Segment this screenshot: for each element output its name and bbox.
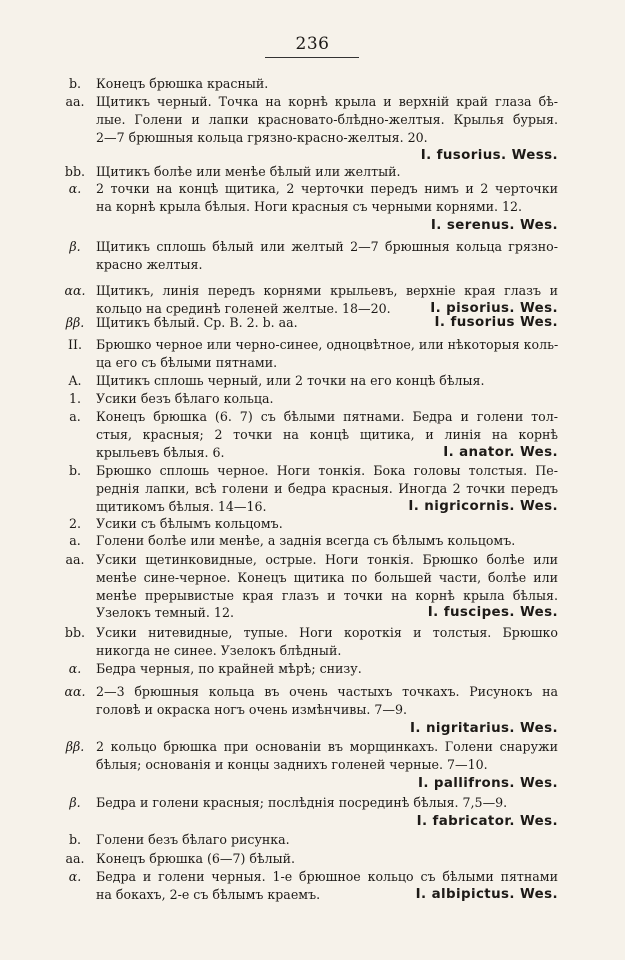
entry-marker: α.	[68, 661, 82, 676]
entry-text-line: 2—7 брюшныя кольца грязно-красно-желтыя. 20.	[96, 129, 428, 145]
key-entry	[54, 532, 558, 550]
species-name: I. pallifrons. Wes.	[417, 775, 558, 791]
entry-text-line: Конецъ брюшка (6. 7) съ бѣлыми пятнами. Бедра и голени тол-	[96, 409, 558, 424]
species-name: I. fuscipes. Wes.	[427, 605, 558, 621]
entry-marker: a.	[69, 409, 81, 424]
key-entry	[54, 462, 558, 515]
key-entry	[54, 624, 558, 660]
entry-text-line: Бедра и голени черныя. 1-е брюшное кольцо съ бѣлыми пятнами	[96, 869, 558, 884]
entry-marker: bb.	[64, 164, 86, 179]
entry-text-line: крыльевъ бѣлыя. 6.	[96, 444, 225, 460]
entry-text-line: Голени болѣе или менѣе, а заднія всегда съ бѣлымъ кольцомъ.	[96, 533, 516, 548]
entry-text-line: Щитикъ сплошь бѣлый или желтый 2—7 брюшныя кольца грязно-	[96, 239, 558, 254]
species-line	[54, 812, 558, 831]
entry-text-line: Голени безъ бѣлаго рисунка.	[96, 832, 290, 847]
entry-text-line: Бедра и голени красныя; послѣднія посрединѣ бѣлыя. 7,5—9.	[96, 795, 508, 810]
entry-marker: αα.	[64, 283, 86, 298]
key-entry	[54, 163, 558, 181]
entry-text-line: лые. Голени и лапки красновато-блѣдно-желтыя. Крылья бурыя.	[96, 111, 558, 127]
entry-final-line	[54, 314, 558, 332]
key-entry	[54, 93, 558, 165]
entry-text-line: Бедра черныя, по крайней мѣрѣ; снизу.	[96, 661, 362, 676]
entry-marker: β.	[69, 795, 81, 810]
entry-text-line: Щитикъ, линія передъ корнями крыльевъ, верхніе края глазъ и	[96, 283, 558, 298]
entry-marker: β.	[69, 239, 81, 254]
key-entry	[54, 180, 558, 234]
entry-text-line: Брюшко черное или черно-синее, одноцвѣтное, или нѣкоторыя коль-	[96, 337, 559, 352]
page-number-rule	[265, 57, 359, 58]
key-entry	[54, 408, 558, 461]
key-entry	[54, 683, 558, 737]
key-entry	[54, 551, 558, 622]
entry-text-line: кольцо на срединѣ голеней желтые. 18—20.	[96, 300, 391, 316]
entry-marker: A.	[68, 373, 82, 388]
species-name: I. serenus. Wes.	[430, 217, 558, 233]
entry-text-line: Щитикъ черный. Точка на корнѣ крыла и верхній край глаза бѣ-	[96, 94, 558, 109]
key-entry	[54, 794, 558, 831]
entry-text-line: Щитикъ болѣе или менѣе бѣлый или желтый.	[96, 164, 401, 179]
key-entry	[54, 282, 558, 318]
entry-marker: b.	[68, 463, 82, 478]
species-line	[54, 719, 558, 738]
entry-text-line: Щитикъ бѣлый. Ср. В. 2. b. aa.	[96, 315, 298, 330]
entry-text-line: Узелокъ темный. 12.	[96, 605, 234, 621]
species-name: I. pisorius. Wes.	[430, 300, 558, 316]
key-entry	[54, 660, 558, 678]
key-entry	[54, 515, 558, 533]
entry-text-line: Конецъ брюшка красный.	[96, 76, 269, 91]
entry-text-line: Щитикъ сплошь черный, или 2 точки на его концѣ бѣлыя.	[96, 373, 485, 388]
entry-marker: aa.	[65, 94, 85, 109]
entry-text-line: головѣ и окраска ногъ очень измѣнчивы. 7—9.	[96, 701, 408, 717]
key-entry	[54, 868, 558, 904]
entry-marker: 2.	[68, 516, 82, 531]
species-name: I. albipictus. Wes.	[415, 886, 558, 902]
species-name: I. fusorius Wes.	[434, 315, 558, 330]
entry-marker: 1.	[68, 391, 82, 406]
key-entry	[54, 238, 558, 274]
entry-text-line: 2 точки на концѣ щитика, 2 черточки передъ нимъ и 2 черточки	[96, 181, 558, 196]
species-line	[54, 216, 558, 235]
entry-text-line: реднія лапки, всѣ голени и бедра красныя. Иногда 2 точки передъ	[96, 480, 558, 496]
entry-text-line: 2 кольцо брюшка при основаніи въ морщинкахъ. Голени снаружи	[96, 739, 558, 754]
entry-text-line: стыя, красныя; 2 точки на концѣ щитика, и линія на корнѣ	[96, 426, 558, 442]
page-number: 236	[295, 34, 330, 54]
entry-marker: ββ.	[65, 315, 85, 330]
species-name: I. fusorius. Wess.	[420, 148, 558, 164]
entry-text-line: щитикомъ бѣлыя. 14—16.	[96, 498, 267, 514]
entry-text-line: менѣе прерывистые края глазъ и точки на корнѣ крыла бѣлыя.	[96, 587, 558, 603]
entry-text-line: красно желтыя.	[96, 256, 203, 272]
entry-marker: bb.	[64, 625, 86, 640]
entry-final-line	[54, 498, 558, 516]
species-name: I. nigritarius. Wes.	[410, 720, 558, 736]
entry-text-line: Брюшко сплошь черное. Ноги тонкія. Бока головы толстыя. Пе-	[96, 463, 558, 478]
entry-text-line: ца его съ бѣлыми пятнами.	[96, 354, 278, 370]
species-name: I. anator. Wes.	[443, 444, 558, 460]
key-entry	[54, 390, 558, 408]
key-entry	[54, 850, 558, 868]
key-entry	[54, 738, 558, 792]
species-name: I. fabricator. Wes.	[416, 813, 558, 829]
entry-text-line: Усики безъ бѣлаго кольца.	[96, 391, 274, 406]
species-name: I. nigricornis. Wes.	[408, 498, 558, 514]
entry-final-line	[54, 886, 558, 904]
entry-marker: ββ.	[65, 739, 85, 754]
entry-text-line: Усики щетинковидные, острые. Ноги тонкія. Брюшко болѣе или	[96, 552, 558, 567]
entry-final-line	[54, 444, 558, 462]
entry-marker: b.	[68, 832, 82, 847]
entry-marker: aa.	[65, 851, 85, 866]
entry-text-line: Усики нитевидные, тупые. Ноги короткія и толстыя. Брюшко	[96, 625, 558, 640]
entry-text-line: на бокахъ, 2-е съ бѣлымъ краемъ.	[96, 886, 321, 902]
entry-text-line: Усики съ бѣлымъ кольцомъ.	[96, 516, 283, 531]
entry-marker: a.	[69, 533, 81, 548]
entry-marker: α.	[68, 869, 82, 884]
entry-text-line: менѣе сине-черное. Конецъ щитика по большей части, болѣе или	[96, 569, 558, 585]
key-entry	[54, 372, 558, 390]
entry-marker: II.	[68, 337, 82, 352]
entry-marker: b.	[68, 76, 82, 91]
entry-text-line: 2—3 брюшныя кольца въ очень частыхъ точкахъ. Рисунокъ на	[96, 684, 558, 699]
entry-text-line: никогда не синее. Узелокъ блѣдный.	[96, 642, 342, 658]
entry-marker: α.	[68, 181, 82, 196]
entry-text-line: бѣлыя; основанія и концы заднихъ голеней черные. 7—10.	[96, 756, 488, 772]
entry-marker: αα.	[64, 684, 86, 699]
species-line	[54, 774, 558, 793]
entry-marker: aa.	[65, 552, 85, 567]
key-entry	[54, 75, 558, 93]
key-entry	[54, 314, 558, 332]
key-entry	[54, 336, 558, 372]
entry-final-line	[54, 604, 558, 622]
key-entry	[54, 831, 558, 849]
entry-text-line: Конецъ брюшка (6—7) бѣлый.	[96, 851, 296, 866]
entry-text-line: на корнѣ крыла бѣлыя. Ноги красныя съ черными корнями. 12.	[96, 198, 523, 214]
